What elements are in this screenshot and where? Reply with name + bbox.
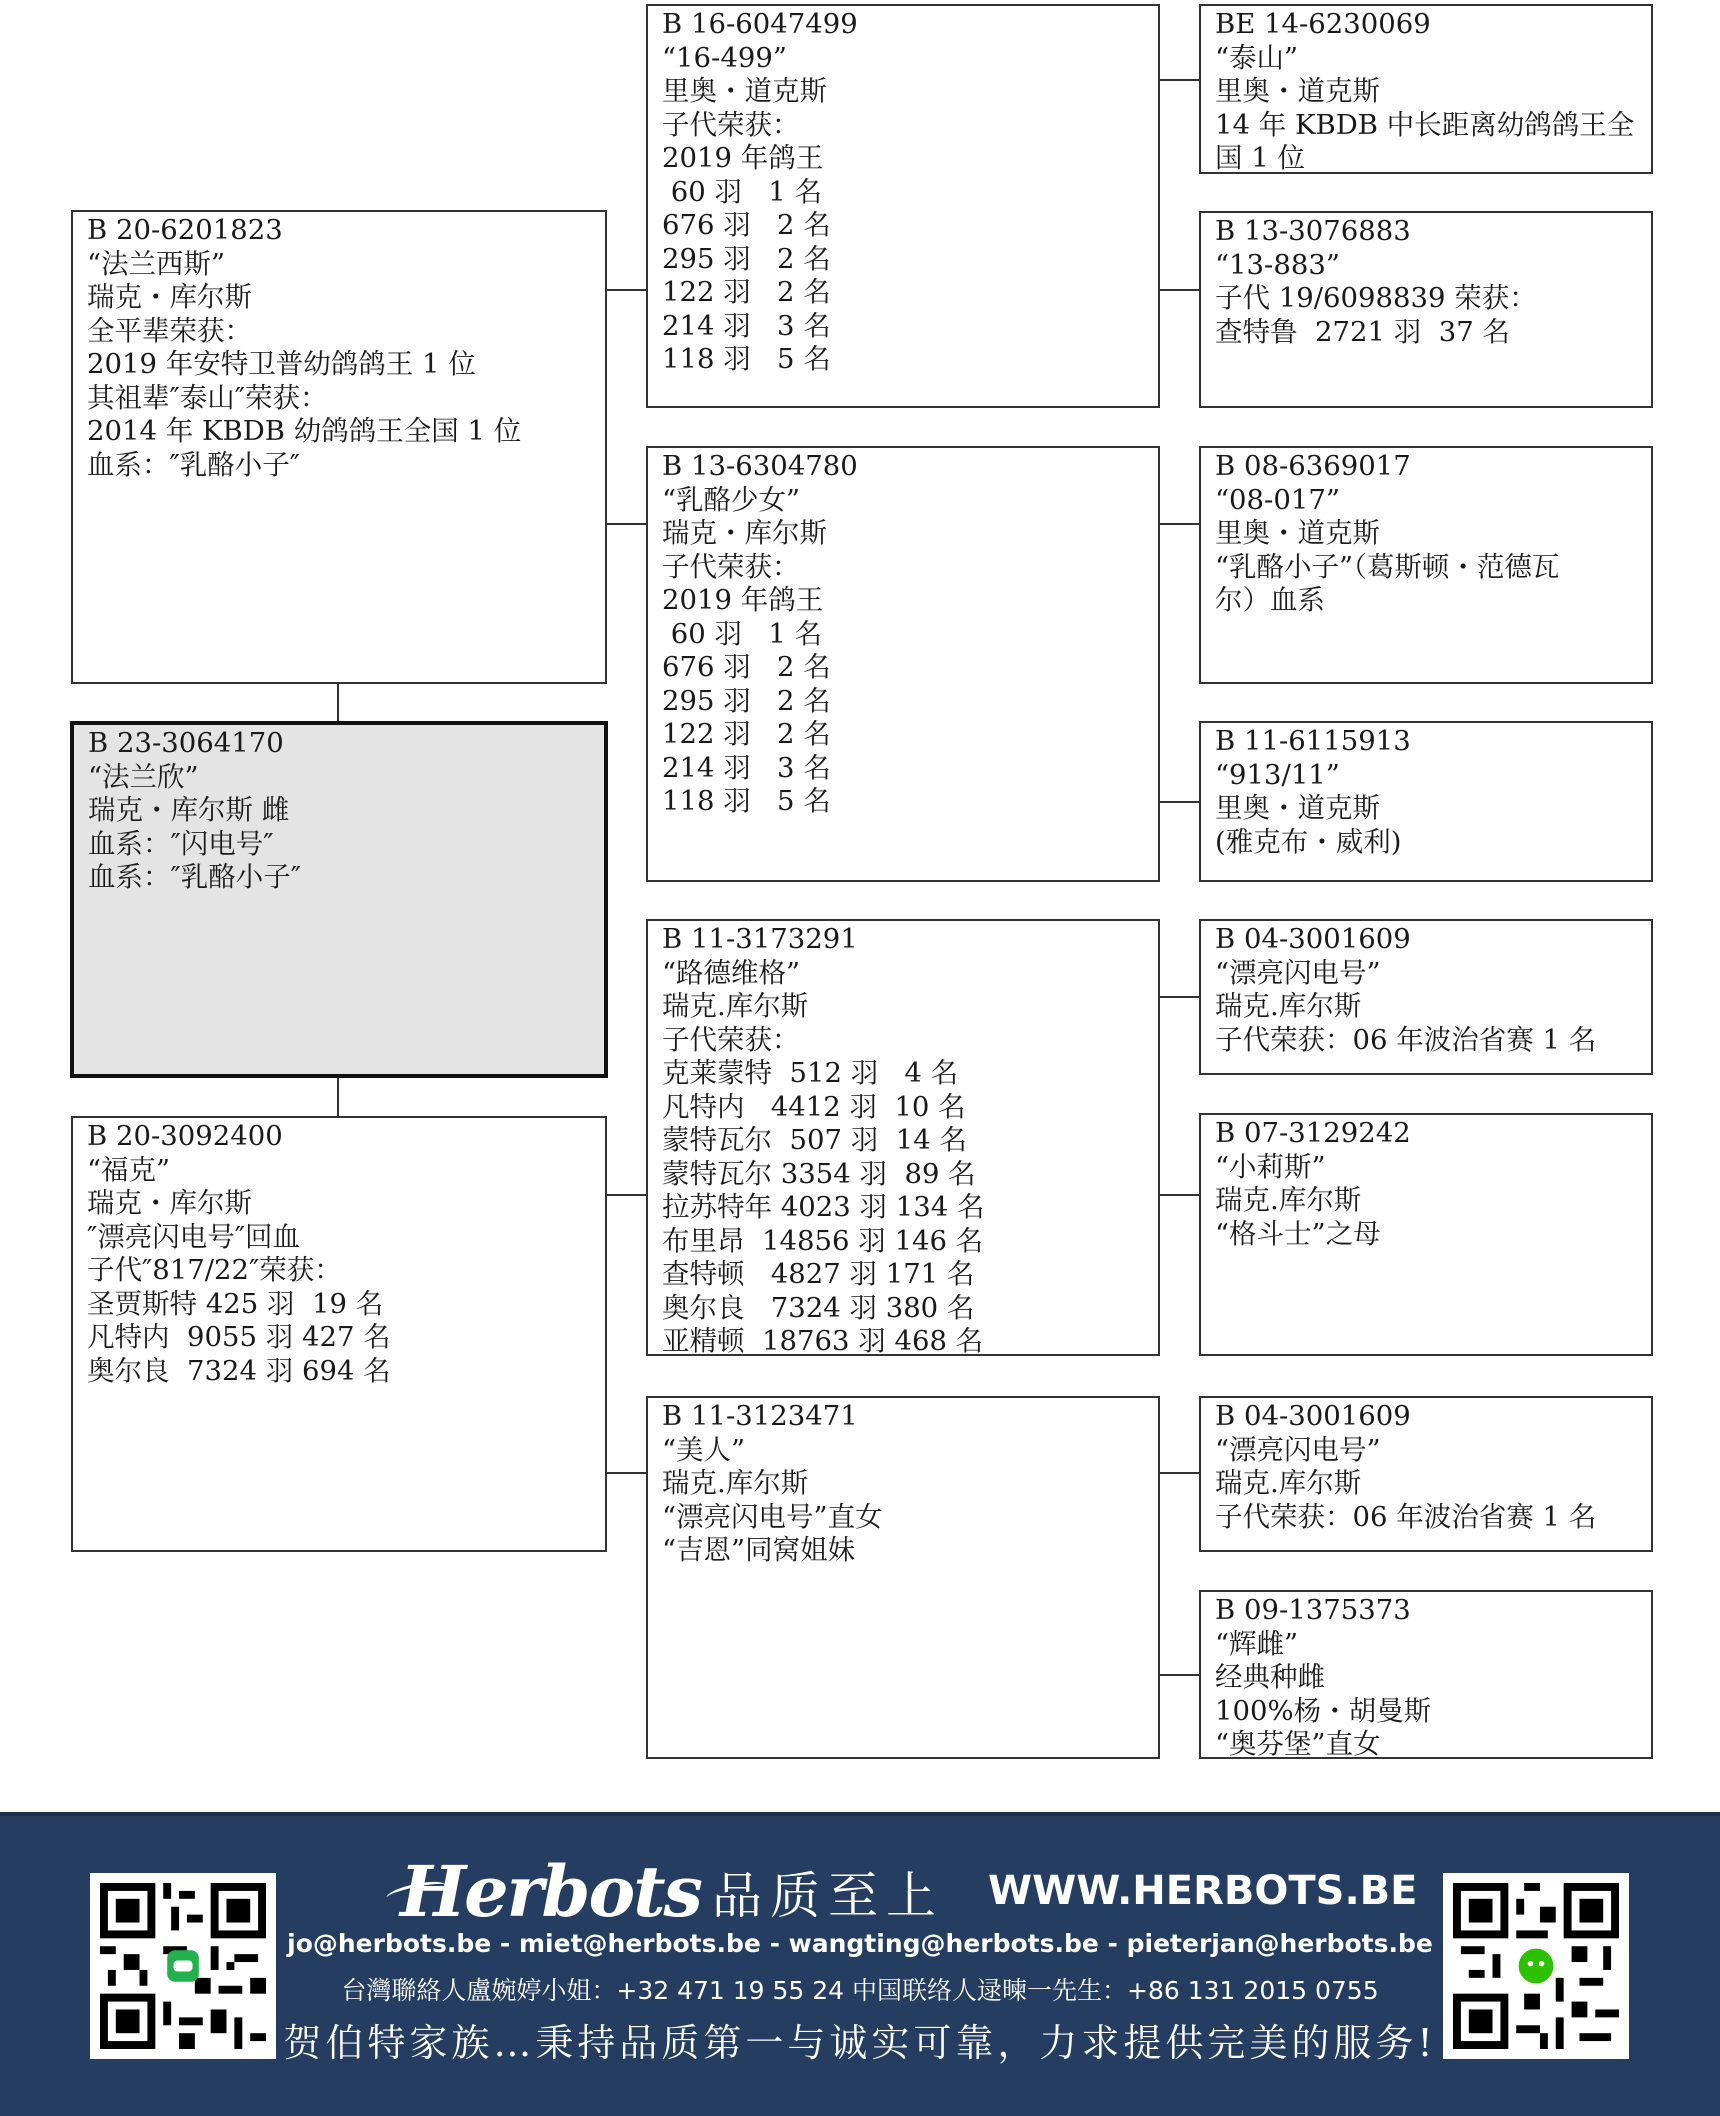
pedigree-line: “913/11”: [1215, 758, 1340, 791]
pedigree-line: B 11-3173291: [662, 923, 858, 955]
pedigree-line: 14 年 KBDB 中长距离幼鸽鸽王全: [1215, 108, 1635, 141]
pedigree-line: 圣贾斯特 425 羽 19 名: [87, 1287, 384, 1320]
pedigree-line: 瑞克.库尔斯: [662, 1467, 809, 1499]
pedigree-line: 里奥・道克斯: [1215, 792, 1380, 824]
pedigree-line: B 09-1375373: [1215, 1594, 1411, 1626]
pedigree-line: B 04-3001609: [1215, 1400, 1411, 1432]
pedigree-line: ″漂亮闪电号″回血: [87, 1220, 301, 1253]
pedigree-line: “乳酪少女”: [662, 483, 801, 516]
pedigree-line: B 04-3001609: [1215, 923, 1411, 955]
connector-subject-sire: [337, 684, 339, 721]
pedigree-line: B 13-6304780: [662, 450, 858, 482]
pedigree-line: 血系：″闪电号″: [88, 827, 274, 860]
pedigree-line: 奥尔良 7324 羽 694 名: [87, 1354, 391, 1387]
pedigree-line: “小莉斯”: [1215, 1150, 1326, 1183]
pedigree-line: 子代荣获：06 年波治省赛 1 名: [1215, 1500, 1597, 1533]
pedigree-line: 蒙特瓦尔 3354 羽 89 名: [662, 1157, 976, 1190]
connector-ds-sire: [1160, 996, 1199, 998]
connector-sd-sire: [1160, 523, 1199, 525]
pedigree-line: 122 羽 2 名: [662, 276, 831, 308]
pedigree-line: 凡特内 4412 羽 10 名: [662, 1090, 966, 1123]
pedigree-line: 亚精顿 18763 羽 468 名: [662, 1325, 984, 1356]
pedigree-line: 瑞克.库尔斯: [662, 990, 809, 1022]
pedigree-line: 奥尔良 7324 羽 380 名: [662, 1291, 975, 1324]
pedigree-line: 2019 年安特卫普幼鸽鸽王 1 位: [87, 348, 476, 380]
pedigree-line: “漂亮闪电号”: [1215, 1433, 1381, 1466]
pedigree-line: 瑞克.库尔斯: [1215, 990, 1362, 1022]
pedigree-line: 瑞克.库尔斯: [1215, 1467, 1362, 1499]
pedigree-line: “法兰西斯”: [87, 247, 226, 280]
pedigree-line: “泰山”: [1215, 41, 1299, 74]
pedigree-sire-sire-box: [646, 4, 1160, 408]
pedigree-line: “漂亮闪电号”直女: [662, 1500, 883, 1533]
pedigree-line: B 11-3123471: [662, 1400, 858, 1432]
pedigree-sire-dam-box: [646, 446, 1160, 882]
pedigree-line: 118 羽 5 名: [662, 343, 831, 375]
connector-sd-dam: [1160, 801, 1199, 803]
pedigree-line: “乳酪小子”（葛斯顿・范德瓦: [1215, 550, 1560, 583]
contact-phones: 台灣聯絡人盧婉婷小姐：+32 471 19 55 24 中国联络人逯暕一先生：+86 131 2015 0755: [341, 1976, 1379, 2005]
pedigree-line: “路德维格”: [662, 956, 801, 989]
pedigree-line: “格斗士”之母: [1215, 1217, 1381, 1250]
connector-sire-ss: [607, 289, 646, 291]
brand-row: [400, 1850, 1418, 1933]
pedigree-line: 凡特内 9055 羽 427 名: [87, 1321, 391, 1353]
pedigree-line: 瑞克・库尔斯: [87, 1187, 252, 1219]
connector-subject-dam: [337, 1078, 339, 1116]
pedigree-line: 2014 年 KBDB 幼鸽鸽王全国 1 位: [87, 415, 522, 447]
connector-ss-dam: [1160, 289, 1199, 291]
pedigree-line: 118 羽 5 名: [662, 785, 831, 817]
pedigree-sd-sire-box: [1199, 446, 1653, 684]
pedigree-line: 国 1 位: [1215, 142, 1305, 174]
pedigree-ss-dam-box: [1199, 211, 1653, 408]
pedigree-line: 676 羽 2 名: [662, 209, 831, 241]
pedigree-line: 里奥・道克斯: [1215, 517, 1380, 549]
pedigree-line: 子代荣获：06 年波治省赛 1 名: [1215, 1023, 1597, 1056]
pedigree-line: 子代″817/22″荣获：: [87, 1254, 342, 1286]
pedigree-line: 其祖辈″泰山″荣获：: [87, 381, 328, 414]
pedigree-line: 血系：″乳酪小子″: [88, 861, 302, 893]
footer-banner: [0, 1812, 1720, 2116]
pedigree-subject-box: [70, 721, 608, 1078]
pedigree-line: “08-017”: [1215, 483, 1340, 516]
pedigree-line: “13-883”: [1215, 248, 1340, 281]
pedigree-line: B 16-6047499: [662, 8, 858, 40]
connector-dam-ds: [607, 1194, 646, 1196]
pedigree-line: (雅克布・威利): [1215, 825, 1402, 858]
pedigree-line: B 20-3092400: [87, 1120, 283, 1152]
pedigree-line: B 08-6369017: [1215, 450, 1411, 482]
pedigree-sd-dam-box: [1199, 721, 1653, 882]
pedigree-line: 2019 年鸽王: [662, 584, 824, 616]
pedigree-line: 214 羽 3 名: [662, 309, 831, 342]
pedigree-dam-box: [71, 1116, 607, 1552]
pedigree-line: 214 羽 3 名: [662, 751, 831, 784]
pedigree-dd-dam-box: [1199, 1590, 1653, 1759]
contact-emails[interactable]: jo@herbots.be - miet@herbots.be - wangting@herbots.be - pieterjan@herbots.be: [287, 1929, 1433, 1958]
connector-dd-dam: [1160, 1674, 1199, 1676]
pedigree-line: B 11-6115913: [1215, 725, 1411, 757]
pedigree-line: 子代荣获：: [662, 1023, 800, 1056]
pedigree-line: 查特鲁 2721 羽 37 名: [1215, 315, 1510, 348]
pedigree-line: 蒙特瓦尔 507 羽 14 名: [662, 1124, 967, 1156]
pedigree-line: B 07-3129242: [1215, 1117, 1411, 1149]
pedigree-line: “福克”: [87, 1153, 171, 1186]
footer-tagline: 贺伯特家族…秉持品质第一与诚实可靠，力求提供完美的服务!: [283, 2021, 1437, 2065]
connector-dam-dd: [607, 1472, 646, 1474]
pedigree-line: B 20-6201823: [87, 214, 283, 246]
pedigree-line: 瑞克.库尔斯: [1215, 1184, 1362, 1216]
pedigree-sire-box: [71, 210, 607, 684]
website-link[interactable]: WWW.HERBOTS.BE: [988, 1868, 1418, 1914]
pedigree-line: 瑞克・库尔斯 雌: [88, 794, 290, 826]
pedigree-dd-sire-box: [1199, 1396, 1653, 1552]
pedigree-line: 瑞克・库尔斯: [87, 281, 252, 313]
connector-dd-sire: [1160, 1472, 1199, 1474]
pedigree-line: 尔）血系: [1215, 584, 1325, 616]
pedigree-line: “法兰欣”: [88, 760, 199, 793]
pedigree-line: 子代荣获：: [662, 550, 800, 583]
pedigree-line: 122 羽 2 名: [662, 718, 831, 750]
pedigree-line: 295 羽 2 名: [662, 684, 831, 717]
pedigree-line: “奥芬堡”直女: [1215, 1728, 1381, 1759]
pedigree-line: “16-499”: [662, 41, 787, 74]
pedigree-line: 里奥・道克斯: [662, 75, 827, 107]
pedigree-line: 瑞克・库尔斯: [662, 517, 827, 549]
pedigree-line: 100%杨・胡曼斯: [1215, 1694, 1432, 1727]
pedigree-line: 2019 年鸽王: [662, 142, 824, 174]
pedigree-line: 子代 19/6098839 荣获：: [1215, 282, 1537, 314]
pedigree-line: 60 羽 1 名: [662, 617, 822, 650]
pedigree-line: BE 14-6230069: [1215, 8, 1431, 40]
pedigree-ds-dam-box: [1199, 1113, 1653, 1356]
pedigree-line: “辉雌”: [1215, 1627, 1299, 1660]
herbots-logo: Herbots: [400, 1850, 701, 1933]
pedigree-line: 克莱蒙特 512 羽 4 名: [662, 1057, 959, 1089]
pedigree-ds-sire-box: [1199, 919, 1653, 1075]
connector-ds-dam: [1160, 1194, 1199, 1196]
pedigree-line: 查特顿 4827 羽 171 名: [662, 1258, 975, 1290]
pedigree-line: “美人”: [662, 1433, 746, 1466]
connector-sire-sd: [607, 523, 646, 525]
pedigree-line: 676 羽 2 名: [662, 651, 831, 683]
connector-ss-sire: [1160, 79, 1199, 81]
pedigree-line: 295 羽 2 名: [662, 242, 831, 275]
pedigree-line: 子代荣获：: [662, 108, 800, 141]
pedigree-line: “漂亮闪电号”: [1215, 956, 1381, 989]
pedigree-dam-sire-box: [646, 919, 1160, 1356]
pedigree-line: 经典种雌: [1215, 1661, 1325, 1693]
pedigree-ss-sire-box: [1199, 4, 1653, 174]
pedigree-line: “吉恩”同窝姐妹: [662, 1534, 856, 1566]
pedigree-line: 60 羽 1 名: [662, 175, 822, 208]
pedigree-line: B 13-3076883: [1215, 215, 1411, 247]
pedigree-line: 拉苏特年 4023 羽 134 名: [662, 1191, 985, 1223]
pedigree-line: 里奥・道克斯: [1215, 75, 1380, 107]
pedigree-line: B 23-3064170: [88, 727, 284, 759]
pedigree-dam-dam-box: [646, 1396, 1160, 1759]
slogan: 品质至上: [712, 1867, 944, 1925]
pedigree-line: 全平辈荣获：: [87, 314, 252, 347]
pedigree-line: 布里昂 14856 羽 146 名: [662, 1224, 984, 1257]
pedigree-line: 血系：″乳酪小子″: [87, 448, 301, 481]
